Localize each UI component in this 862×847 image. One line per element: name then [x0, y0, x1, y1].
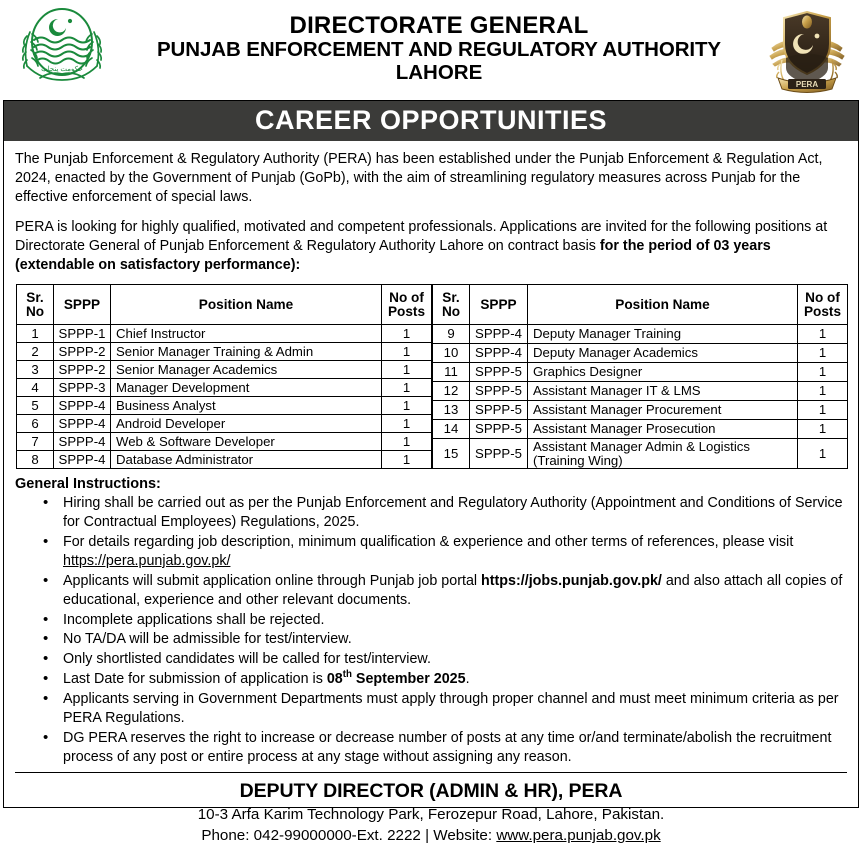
footer-website-label: Website:: [433, 827, 497, 845]
cell-sppp: SPPP-5: [470, 363, 528, 382]
last-date-month-year: September 2025: [351, 671, 466, 688]
table-row: [17, 397, 432, 415]
cell-position: Chief Instructor: [111, 325, 382, 343]
cell-posts: 1: [798, 420, 848, 439]
header-posts-line2: Posts: [387, 303, 426, 319]
cell-sr: 7: [17, 433, 54, 451]
cell-sr: 14: [433, 420, 470, 439]
cell-position: Assistant Manager Prosecution: [528, 420, 798, 439]
cell-position: Deputy Manager Academics: [528, 344, 798, 363]
cell-posts: 1: [382, 451, 432, 469]
header-posts-line1: No of: [389, 289, 424, 305]
jobs-portal-link[interactable]: https://jobs.punjab.gov.pk/: [481, 572, 662, 589]
table-row: [433, 363, 848, 382]
advertisement-body: [3, 100, 859, 845]
cell-position: Assistant Manager Procurement: [528, 401, 798, 420]
general-instructions-section: [4, 469, 858, 773]
cell-sr: 10: [433, 344, 470, 363]
footer-website-link[interactable]: www.pera.punjab.gov.pk: [496, 827, 661, 845]
cell-sr: 8: [17, 451, 54, 469]
table-row: [17, 325, 432, 343]
cell-position-line2: (Training Wing): [533, 452, 623, 468]
cell-sr: 13: [433, 401, 470, 420]
footer-address: 10-3 Arfa Karim Technology Park, Ferozepur Road, Lahore, Pakistan.: [197, 805, 665, 823]
header-position-name: Position Name: [528, 285, 798, 325]
instruction-item: • Hiring shall be carried out as per the Punjab Enforcement and Regulatory Authority (Appointment and Conditions of Service for Contractual Employees) Regulations, 2025.: [63, 494, 847, 532]
general-instructions-list: [15, 494, 847, 766]
cell-sr: 15: [433, 439, 470, 469]
government-of-punjab-emblem-icon: [10, 2, 114, 94]
table-row: [433, 401, 848, 420]
cell-sr: 3: [17, 361, 54, 379]
cell-posts: 1: [382, 325, 432, 343]
table-header-row: [17, 285, 432, 325]
positions-table: [16, 284, 846, 469]
header-sr-line1: Sr.: [26, 289, 44, 305]
cell-position: [528, 439, 798, 469]
cell-sr: 1: [17, 325, 54, 343]
header-title-block: [114, 11, 764, 86]
cell-position: Android Developer: [111, 415, 382, 433]
instruction-item: • Only shortlisted candidates will be called for test/interview.: [63, 650, 847, 669]
positions-table-left: [16, 284, 432, 469]
cell-sr: 5: [17, 397, 54, 415]
cell-posts: 1: [382, 397, 432, 415]
instruction-text-after: .: [465, 671, 470, 688]
cell-posts: 1: [798, 439, 848, 469]
cell-sr: 2: [17, 343, 54, 361]
cell-sppp: SPPP-5: [470, 420, 528, 439]
page-footer: [4, 773, 858, 847]
intro-paragraph-2-normal: PERA is looking for highly qualified, motivated and competent professionals. Applications are invited for the following positions at Directorate General of Punjab Enforcement & Regulatory Authority Lahore on contract basis: [15, 219, 828, 255]
header-posts-line2: Posts: [803, 303, 842, 319]
cell-posts: 1: [382, 433, 432, 451]
contract-period-colon: :: [295, 257, 301, 274]
header-sppp: SPPP: [54, 285, 111, 325]
cell-sr: 9: [433, 325, 470, 344]
pera-website-link[interactable]: https://pera.punjab.gov.pk/: [63, 552, 231, 569]
page-header: [0, 0, 862, 96]
cell-sppp: SPPP-4: [470, 325, 528, 344]
instruction-item: • DG PERA reserves the right to increase or decrease number of posts at any time or/and terminate/abolish the recruitment process of any post or entire process at any stage without assigning any reason.: [63, 729, 847, 767]
cell-posts: 1: [798, 363, 848, 382]
cell-position-line1: Assistant Manager Admin & Logistics: [533, 439, 750, 455]
cell-sr: 11: [433, 363, 470, 382]
cell-sppp: SPPP-4: [54, 415, 111, 433]
cell-sppp: SPPP-2: [54, 361, 111, 379]
career-opportunities-banner: CAREER OPPORTUNITIES: [4, 101, 858, 141]
cell-sppp: SPPP-5: [470, 382, 528, 401]
cell-sr: 6: [17, 415, 54, 433]
table-row: [433, 420, 848, 439]
footer-contact-title: DEPUTY DIRECTOR (ADMIN & HR), PERA: [239, 780, 623, 803]
cell-sppp: SPPP-1: [54, 325, 111, 343]
cell-sppp: SPPP-4: [54, 433, 111, 451]
cell-posts: 1: [798, 382, 848, 401]
table-row: [17, 415, 432, 433]
instruction-item-last-date: [63, 670, 847, 689]
general-instructions-title: General Instructions:: [15, 476, 161, 493]
cell-position: Assistant Manager IT & LMS: [528, 382, 798, 401]
header-sr-no: [433, 285, 470, 325]
page-title: DIRECTORATE GENERAL: [289, 11, 589, 39]
contract-period-bold: for the period of 03 years (extendable on satisfactory performance): [15, 238, 771, 274]
instruction-item: [63, 572, 847, 610]
header-no-of-posts: [798, 285, 848, 325]
header-sr-line1: Sr.: [442, 289, 460, 305]
cell-position: Senior Manager Training & Admin: [111, 343, 382, 361]
table-row: [17, 361, 432, 379]
table-row: [433, 344, 848, 363]
header-sr-no: [17, 285, 54, 325]
table-header-row: [433, 285, 848, 325]
table-row: [433, 439, 848, 469]
cell-position: Business Analyst: [111, 397, 382, 415]
cell-position: Web & Software Developer: [111, 433, 382, 451]
svg-text:حکومت پنجاب: حکومت پنجاب: [41, 66, 83, 73]
cell-sr: 4: [17, 379, 54, 397]
table-row: [17, 343, 432, 361]
cell-posts: 1: [798, 344, 848, 363]
instruction-text: Applicants will submit application online through Punjab job portal: [63, 572, 482, 589]
header-sppp: SPPP: [470, 285, 528, 325]
cell-position: Manager Development: [111, 379, 382, 397]
cell-sppp: SPPP-4: [54, 451, 111, 469]
instruction-item: • No TA/DA will be admissible for test/interview.: [63, 630, 847, 649]
footer-separator: |: [420, 827, 434, 845]
cell-posts: 1: [798, 325, 848, 344]
cell-position: Deputy Manager Training: [528, 325, 798, 344]
organization-city: LAHORE: [395, 61, 483, 85]
header-no-of-posts: [382, 285, 432, 325]
cell-posts: 1: [382, 379, 432, 397]
positions-table-right: [432, 284, 848, 469]
header-posts-line1: No of: [805, 289, 840, 305]
footer-phone: Phone: 042-99000000-Ext. 2222: [201, 827, 421, 845]
pera-shield-logo-icon: [764, 2, 850, 94]
cell-position: Senior Manager Academics: [111, 361, 382, 379]
table-row: [17, 433, 432, 451]
footer-contact-line: [4, 825, 858, 847]
cell-sppp: SPPP-4: [470, 344, 528, 363]
cell-sppp: SPPP-3: [54, 379, 111, 397]
instruction-item: • Applicants serving in Government Departments must apply through proper channel and must meet minimum criteria as per PERA Regulations.: [63, 690, 847, 728]
cell-position: Graphics Designer: [528, 363, 798, 382]
cell-sr: 12: [433, 382, 470, 401]
cell-sppp: SPPP-4: [54, 397, 111, 415]
last-date-ordinal: th: [342, 669, 352, 681]
instruction-text: Last Date for submission of application is: [63, 671, 327, 688]
cell-sppp: SPPP-5: [470, 439, 528, 469]
cell-sppp: SPPP-5: [470, 401, 528, 420]
instruction-item: [63, 533, 847, 571]
instruction-text: For details regarding job description, minimum qualification & experience and other terms of references, please visit: [63, 534, 794, 551]
cell-sppp: SPPP-2: [54, 343, 111, 361]
header-position-name: Position Name: [111, 285, 382, 325]
intro-paragraph-2: [15, 218, 847, 275]
intro-paragraph-1: The Punjab Enforcement & Regulatory Authority (PERA) has been established under the Punjab Enforcement & Regulation Act, 2024, enacted by the Government of Punjab (GoPb), with the aim of streamlining regulatory measures across Punjab for the effective enforcement of special laws.: [15, 151, 823, 206]
instruction-text-after: and also attach all copies of educational, experience and other relevant documents.: [63, 572, 843, 608]
cell-position: Database Administrator: [111, 451, 382, 469]
instruction-item: • Incomplete applications shall be rejected.: [63, 611, 847, 630]
cell-posts: 1: [382, 415, 432, 433]
table-row: [433, 325, 848, 344]
intro-section: [4, 141, 858, 469]
cell-posts: 1: [382, 361, 432, 379]
last-date-day: 08: [326, 671, 343, 688]
table-row: [17, 451, 432, 469]
pera-logo-text: PERA: [795, 80, 819, 89]
header-sr-line2: No: [441, 303, 461, 319]
cell-posts: 1: [382, 343, 432, 361]
cell-posts: 1: [798, 401, 848, 420]
organization-name: PUNJAB ENFORCEMENT AND REGULATORY AUTHORITY: [156, 38, 722, 62]
header-sr-line2: No: [25, 303, 45, 319]
table-row: [17, 379, 432, 397]
table-row: [433, 382, 848, 401]
